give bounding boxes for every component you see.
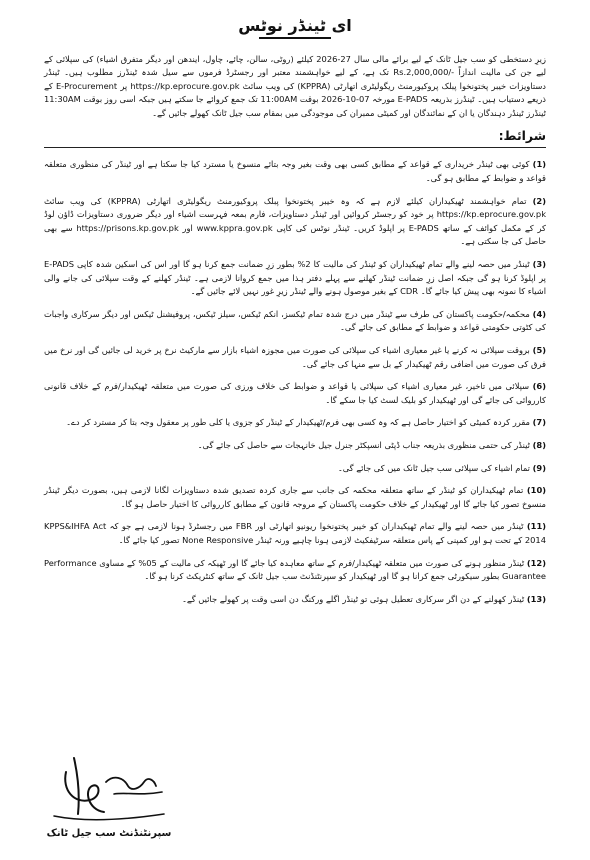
signature-block bbox=[44, 752, 174, 839]
clause-number: (4) bbox=[532, 308, 547, 319]
clause-number: (9) bbox=[532, 462, 546, 473]
clause-text: کوئی بھی ٹینڈر خریداری کے قواعد کے مطابق کسی بھی وقت بغیر وجہ بتائے منسوخ یا مسترد کیا جا سکتا ہے اور ٹینڈر کی منظوری متعلقہ قواعد و ضوابط کے مطابق ہو گی۔ bbox=[44, 159, 546, 184]
clause-5 bbox=[44, 344, 546, 371]
clause-number: (2) bbox=[532, 195, 546, 206]
clause-text: ٹینڈر منظور ہونے کی صورت میں متعلقہ ٹھیکیدار/فرم کے ساتھ معاہدہ کیا جائے گا اور ٹھیکہ کی مالیت کے 05% کے مساوی Performance Guarantee بطور سیکورٹی جمع کرانا ہو گا اور ٹھیکیدار کو سپرنٹنڈنٹ سب جیل ٹانک کے ساتھ کنٹریکٹ کرنا ہو گا۔ bbox=[44, 557, 546, 582]
clause-number: (5) bbox=[532, 345, 547, 355]
clause-text: بروقت سپلائی نہ کرنے یا غیر معیاری اشیاء کی سپلائی کی صورت میں مجوزہ اشیاء بازار سے مارکیٹ نرخ پر خرید لی جائیں گی اور نرخ میں فرق کی صورت میں اضافی رقم ٹھیکیدار کے بل سے منہا کی جائے گی۔ bbox=[44, 345, 546, 369]
clause-number: (3) bbox=[532, 259, 546, 270]
clause-text: محکمہ/حکومت پاکستان کی طرف سے ٹینڈر میں درج شدہ تمام ٹیکسز، انکم ٹیکس، سیلز ٹیکس، پروفیشنل ٹیکس اور دیگر سرکاری واجبات کی کٹوتی حکومتی قواعد و ضوابط کے مطابق کی جائے گی۔ bbox=[44, 308, 546, 333]
heading-divider bbox=[44, 147, 546, 148]
clause-text: ٹینڈر کی حتمی منظوری بذریعہ جناب ڈپٹی انسپکٹر جنرل جیل خانہجات سے حاصل کی جائے گی۔ bbox=[197, 439, 530, 450]
conditions-heading: شرائط: bbox=[498, 128, 546, 144]
clause-9 bbox=[44, 462, 546, 476]
clause-number: (10) bbox=[526, 485, 547, 496]
clause-12 bbox=[44, 557, 546, 584]
conditions-list bbox=[44, 158, 546, 606]
clause-11 bbox=[44, 520, 546, 547]
clause-text: سپلائی میں تاخیر، غیر معیاری اشیاء کی سپلائی یا قواعد و ضوابط کی خلاف ورزی کی صورت میں متعلقہ ٹھیکیدار/فرم کے خلاف قانونی کارروائی کی جائے گی اور ٹھیکیدار کو بلیک لسٹ کیا جا سکے گا۔ bbox=[44, 381, 546, 405]
handwritten-signature bbox=[44, 752, 174, 832]
clause-text: ٹینڈر میں حصہ لینے والے تمام ٹھیکیداران کو ٹینڈر کی مالیت کا 2% بطور زرِ ضمانت جمع کرنا ہو گا اور اس کی اسکین شدہ کاپی E-PADS پر اپلوڈ کرنا ہو گی جبکہ اصل زرِ ضمانت ٹینڈر کھلنے سے پہلے دفتر ہذا میں جمع کروانا لازمی ہے۔ ٹینڈر کھلنے کے وقت سپلائی کی جانے والی اشیاء کا نمونہ بھی پیش کیا جائے گا۔ CDR کے بغیر موصول ہونے والے ٹینڈر زیرِ غور نہیں لائے جائیں گے۔ bbox=[44, 259, 546, 297]
clause-4 bbox=[44, 308, 546, 335]
clause-text: ٹینڈر میں حصہ لینے والے تمام ٹھیکیداران کو خیبر پختونخوا ریونیو اتھارٹی اور FBR میں رجسٹرڈ ہونا لازمی ہے جو کہ KPPS&IHFA Act 2014 کے تحت ہو اور کمپنی کے پاس متعلقہ سرٹیفکیٹ لازمی ہونا چاہیے ورنہ ٹینڈر None Responsive تصور کیا جائے گا۔ bbox=[44, 521, 546, 545]
clause-number: (11) bbox=[526, 521, 547, 532]
notice-intro: زیرِ دستخطی کو سب جیل ٹانک کے لیے برائے مالی سال 27-2026 کیلئے (روٹی، سالن، چائے، چاول، ایندھن اور دیگر متفرق اشیاء) کی سپلائی کے لیے جن کی مالیت اندازاً -/Rs.2,000,000 تک ہے، کے لیے خواہشمند معتبر اور رجسٹرڈ فرموں سے سیل شدہ ٹینڈرز مطلوب ہیں۔ ٹینڈر دستاویزات خیبر پختونخوا پبلک پروکیورمنٹ ریگولیٹری اتھارٹی (KPPRA) کی ویب سائٹ https://kp.eprocure.gov.pk پر E-Procurement کے ذریعے دستیاب ہیں۔ ٹینڈرز بذریعہ E-PADS مورخہ 07-10-2026 بوقت 11:00AM تک جمع کروائے جا سکتے ہیں جبکہ اسی روز بوقت 11:30AM ٹینڈرز ٹینڈر دہندگان یا ان کے نمائندگان اور کمیٹی ممبران کی موجودگی میں بمقام سب جیل ٹانک کھولے جائیں گے۔ bbox=[44, 53, 546, 118]
clause-13 bbox=[44, 593, 546, 607]
clause-8 bbox=[44, 439, 546, 453]
clause-7 bbox=[44, 416, 546, 430]
clause-1 bbox=[44, 158, 546, 185]
clause-3 bbox=[44, 258, 546, 299]
clause-text: ٹینڈر کھولنے کے دن اگر سرکاری تعطیل ہوئی تو ٹینڈر اگلے ورکنگ دن اسی وقت پر کھولے جائیں گے۔ bbox=[181, 593, 525, 604]
clause-text: تمام خواہشمند ٹھیکیداران کیلئے لازم ہے کہ وہ خیبر پختونخوا پبلک پروکیورمنٹ ریگولیٹری اتھارٹی (KPPRA) کی ویب سائٹ https://kp.eprocure.gov.pk پر خود کو رجسٹر کروائیں اور ٹینڈر دستاویزات، فارم بمعہ فہرست اشیاء اور دیگر ضروری دستاویزات ڈاؤن لوڈ کر کے مکمل کوائف کے ساتھ E-PADS پر اپلوڈ کریں۔ ٹینڈر نوٹس کی کاپی www.kppra.gov.pk اور https://prisons.kp.gov.pk سے بھی حاصل کی جا سکتی ہے۔ bbox=[44, 195, 547, 247]
clause-number: (7) bbox=[532, 417, 546, 428]
clause-number: (1) bbox=[532, 159, 547, 170]
clause-text: مقرر کردہ کمیٹی کو اختیار حاصل ہے کہ وہ کسی بھی فرم/ٹھیکیدار کے ٹینڈر کو جزوی یا کلی طور پر معقول وجہ بتا کر مسترد کر دے۔ bbox=[66, 417, 530, 428]
clause-10 bbox=[44, 484, 546, 511]
title-underline bbox=[259, 37, 331, 39]
clause-number: (12) bbox=[526, 557, 546, 568]
clause-number: (13) bbox=[526, 593, 546, 604]
clause-text: تمام ٹھیکیداران کو ٹینڈر کے ساتھ متعلقہ محکمہ کی جانب سے جاری کردہ تصدیق شدہ دستاویزات لگانا لازمی ہیں، بصورت دیگر ٹینڈر منسوخ تصور کیا جائے گا اور ٹھیکیدار کے خلاف حکومت پاکستان کے مروجہ قانون کے مطابق کارروائی کا اختیار حاصل ہو گا۔ bbox=[44, 485, 546, 509]
signatory-designation: سپرنٹنڈنٹ سب جیل ٹانک bbox=[46, 828, 172, 839]
notice-title: ای ٹینڈر نوٹس bbox=[238, 16, 352, 35]
clause-number: (8) bbox=[532, 439, 546, 450]
clause-6 bbox=[44, 380, 546, 407]
clause-number: (6) bbox=[532, 381, 546, 392]
clause-2 bbox=[44, 195, 546, 249]
clause-text: تمام اشیاء کی سپلائی سب جیل ٹانک میں کی جائے گی۔ bbox=[337, 462, 530, 473]
